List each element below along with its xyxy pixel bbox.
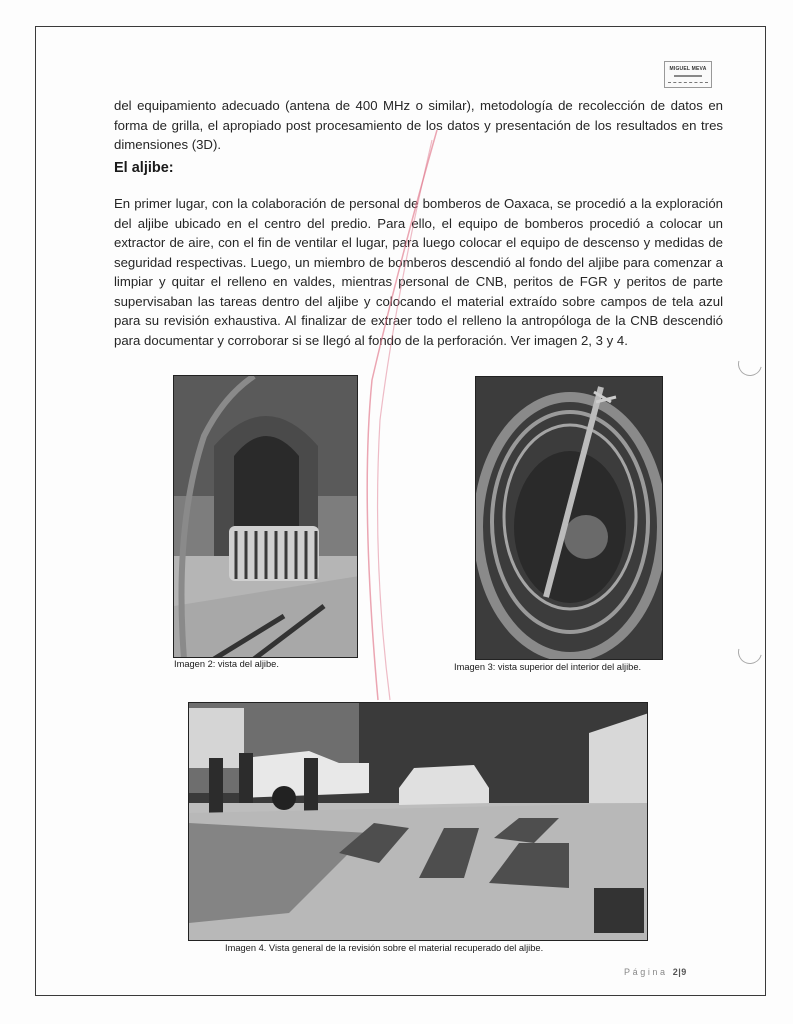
photo-well [173, 375, 358, 658]
paragraph-intro: del equipamiento adecuado (antena de 400 MHz o similar), metodología de recolección de datos en forma de grilla, el apropiado post procesamiento de los datos y presentación de los resultados en tres dimensiones (3D). [114, 98, 723, 152]
photo-general-view-drawing [189, 703, 648, 941]
caption-image-4: Imagen 4. Vista general de la revisión sobre el material recuperado del aljibe. [225, 943, 544, 953]
page-footer [624, 967, 687, 977]
stamp-name: MIGUEL MEVA [669, 66, 707, 72]
photo-well-drawing [174, 376, 358, 658]
stamp-subline [674, 75, 702, 77]
caption-image-2: Imagen 2: vista del aljibe. [174, 659, 279, 669]
stamp-signature-line [668, 82, 708, 85]
signature-stamp [664, 61, 712, 88]
photo-well-interior-drawing [476, 377, 663, 660]
caption-image-3: Imagen 3: vista superior del interior del aljibe. [454, 662, 642, 672]
section-heading: El aljibe: [114, 160, 174, 176]
page-number: 2|9 [672, 967, 687, 977]
paragraph-aljibe: En primer lugar, con la colaboración de personal de bomberos de Oaxaca, se procedió a la exploración del aljibe ubicado en el centro del predio. Para ello, el equipo de bomberos procedió a colocar un extractor de aire, con el fin de ventilar el lugar, para luego colocar el equipo de descenso y medidas de seguridad respectivas. Luego, un miembro de bomberos descendió al fondo del aljibe para comenzar a limpiar y quitar el relleno en valdes, mientras personal de CNB, peritos de FGR y peritos de parte supervisaban las tareas dentro del aljibe y colocando el material extraído sobre campos de tela azul para su revisión exhaustiva. Al finalizar de extraer todo el relleno la antropóloga de la CNB descendió para documentar y corroborar si se llegó al fondo de la perforación. Ver imagen 2, 3 y 4. [114, 196, 723, 348]
photo-well-interior [475, 376, 663, 660]
photo-general-view [188, 702, 648, 941]
page-label: Página [624, 967, 668, 977]
